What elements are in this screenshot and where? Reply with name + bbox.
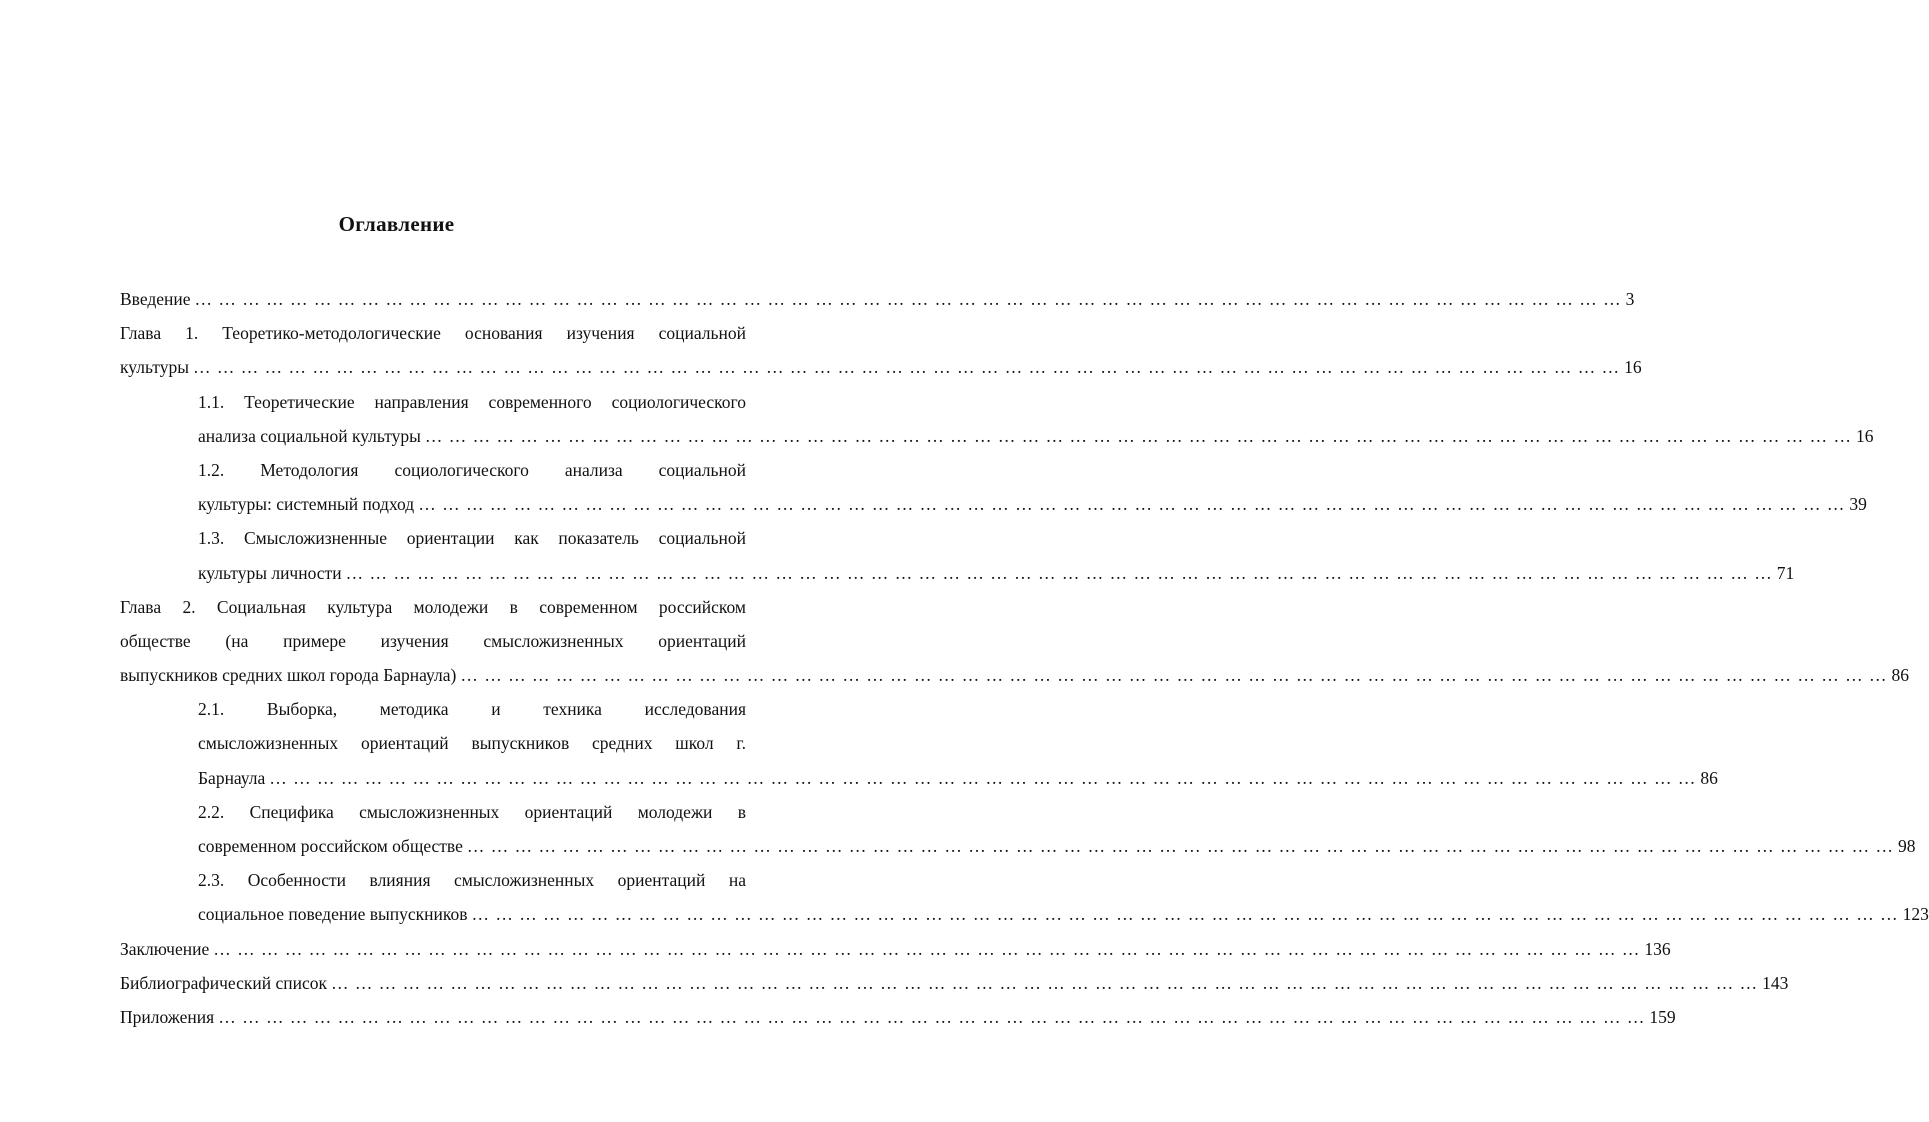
toc-entry-introduction[interactable] [120,282,1635,316]
toc-page-number: 86 [1700,767,1718,788]
toc-entry-title: 1.2. Методология социологического анализа социальной [198,459,746,480]
leader-dots: … … … … … … … … … … … … … … … … … … … … … … … … … … … … … … … … … … … … … … … … … … … … … … … … … … … … … … … … … … … … [331,972,1759,993]
toc-entry-title: Библиографический список [120,972,328,993]
toc-entry-title: 2.1. Выборка, методика и техника исследования [198,699,746,720]
leader-dots: … … … … … … … … … … … … … … … … … … … … … … … … … … … … … … … … … … … … … … … … … … … … … … … … … … … … … … … … … … … … [460,665,1888,686]
toc-page-number: 16 [1856,425,1874,446]
toc-page-number: 16 [1624,357,1642,378]
toc-entry-title: анализа социальной культуры [198,425,421,446]
leader-dots: … … … … … … … … … … … … … … … … … … … … … … … … … … … … … … … … … … … … … … … … … … … … … … … … … … … … … … … … … … … … [269,767,1697,788]
toc-page-number: 71 [1776,562,1795,583]
toc-page-number: 3 [1625,289,1635,309]
toc-entry-title: Глава 2. Социальная культура молодежи в современном российском [120,596,746,617]
toc-entry-chapter-2[interactable] [120,590,1909,693]
toc-entry-title: социальное поведение выпускников [198,904,468,925]
toc-page-number: 136 [1644,938,1671,959]
toc-entry-section-2-3[interactable] [198,863,1929,931]
leader-dots: … … … … … … … … … … … … … … … … … … … … … … … … … … … … … … … … … … … … … … … … … … … … … … … … … … … … … … … … … … … … [192,357,1621,378]
toc-entry-title: выпускников средних школ города Барнаула) [120,665,457,686]
toc-entry-title: Глава 1. Теоретико-методологические основания изучения социальной [120,323,746,344]
toc-entry-bibliography[interactable] [120,966,1789,1000]
leader-dots: … … … … … … … … … … … … … … … … … … … … … … … … … … … … … … … … … … … … … … … … … … … … … … … … … … … … … … … … … … … … [213,938,1641,959]
toc-entry-section-1-2[interactable] [198,453,1867,521]
leader-dots: … … … … … … … … … … … … … … … … … … … … … … … … … … … … … … … … … … … … … … … … … … … … … … … … … … … … … … … … … … … … [345,562,1773,583]
leader-dots: … … … … … … … … … … … … … … … … … … … … … … … … … … … … … … … … … … … … … … … … … … … … … … … … … … … … … … … … … … … … [218,1006,1646,1027]
toc-entry-title: культуры: системный подход [198,494,415,515]
leader-dots: … … … … … … … … … … … … … … … … … … … … … … … … … … … … … … … … … … … … … … … … … … … … … … … … … … … … … … … … … … … … [424,425,1853,446]
toc-entry-title: культуры [120,357,189,378]
toc-entry-title: 2.3. Особенности влияния смысложизненных ориентаций на [198,870,746,891]
toc-entry-title: Приложения [120,1006,215,1027]
leader-dots: … … … … … … … … … … … … … … … … … … … … … … … … … … … … … … … … … … … … … … … … … … … … … … … … … … … … … … … … … … … … [418,494,1846,515]
toc-entry-title: Введение [120,289,191,309]
table-of-contents [120,282,1929,1034]
toc-entry-appendices[interactable] [120,1000,1676,1034]
toc-page-number: 86 [1891,665,1909,686]
toc-entry-title: Барнаула [198,767,266,788]
leader-dots: … … … … … … … … … … … … … … … … … … … … … … … … … … … … … … … … … … … … … … … … … … … … … … … … … … … … … … … … … … … … [194,289,1622,309]
toc-entry-title: культуры личности [198,562,342,583]
toc-entry-title: обществе (на примере изучения смысложизненных ориентаций [120,630,746,651]
leader-dots: … … … … … … … … … … … … … … … … … … … … … … … … … … … … … … … … … … … … … … … … … … … … … … … … … … … … … … … … … … … … [466,836,1894,856]
toc-entry-section-2-1[interactable] [198,692,1718,795]
toc-entry-title: Заключение [120,938,210,959]
toc-entry-chapter-1[interactable] [120,316,1642,384]
toc-page-number: 98 [1897,836,1916,856]
toc-page-number: 143 [1762,972,1789,993]
toc-page-number: 123 [1902,904,1929,925]
toc-entry-title: смысложизненных ориентаций выпускников средних школ г. [198,733,746,754]
toc-entry-section-2-2[interactable] [198,795,1916,863]
page-title: Оглавление [338,212,455,236]
toc-entry-title: 2.2. Специфика смысложизненных ориентаций молодежи в [198,801,746,822]
toc-entry-title: современном российском обществе [198,836,463,856]
toc-entry-section-1-1[interactable] [198,385,1874,453]
toc-entry-title: 1.1. Теоретические направления современного социологического [198,391,746,412]
toc-page-number: 159 [1649,1006,1676,1027]
leader-dots: … … … … … … … … … … … … … … … … … … … … … … … … … … … … … … … … … … … … … … … … … … … … … … … … … … … … … … … … … … … … [471,904,1899,925]
toc-entry-title: 1.3. Смысложизненные ориентации как показатель социальной [198,528,746,549]
toc-entry-section-1-3[interactable] [198,521,1795,589]
toc-page-number: 39 [1849,494,1867,515]
toc-entry-conclusion[interactable] [120,932,1671,966]
